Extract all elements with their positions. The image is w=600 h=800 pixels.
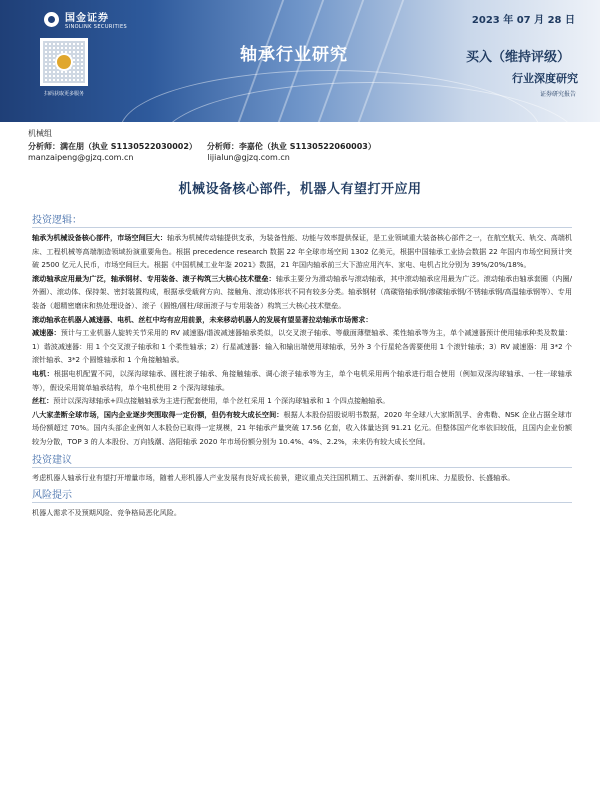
paragraph-screw (32, 394, 572, 408)
header-banner (0, 0, 600, 122)
paragraph-reducer (32, 326, 572, 367)
report-subtype: 证券研究报告 (539, 91, 576, 98)
report-headline: 机械设备核心部件，机器人有望打开应用 (178, 182, 422, 197)
section-title-logic: 投资逻辑： (32, 211, 572, 228)
logo-mark-icon (44, 12, 59, 27)
paragraph-lead: 减速器： (32, 328, 61, 338)
qr-caption: 扫码获取更多服务 (43, 91, 84, 97)
paragraph-advice: 考虑机器人轴承行业有望打开增量市场，随着人形机器人产业发展有良好成长前景，建议重点关注国机精工、五洲新春、秦川机床、力星股份、长盛轴承。 (32, 472, 515, 482)
paragraph-technology (32, 272, 572, 313)
paragraph-lead: 八大家垄断全球市场，国内企业逐步突围取得一定份额，但仍有较大成长空间： (32, 409, 284, 419)
email-list (28, 152, 578, 163)
section-title-advice: 投资建议 (32, 451, 572, 468)
paragraph-lead: 丝杠： (32, 396, 54, 406)
paragraph-lead: 电机： (32, 368, 54, 378)
paragraph-robot-applications (32, 313, 572, 327)
paragraph-text: 轴承为机械传动轴提供支承，为装备性能、功能与效率提供保证，是工业领域重大装备核心部件之一，在航空航天、轨交、高端机床、工程机械等高端制造领域扮演重要角色。根据 precedence research 数据 22 年全球市场空间 1302 亿美元，根据中国轴承工业协会数据 22 年国内市场空间预计突破 2500 亿元人民币，市场空间巨大。根据《中国机械工业年鉴 2021》数据，21 年国内轴承前三大下游应用汽车、家电、电机占比分别为 39%/20%/18%。 (32, 233, 573, 270)
paragraph-risk: 机器人需求不及预期风险、竞争格局恶化风险。 (32, 508, 181, 518)
section-title-risk: 风险提示 (32, 486, 572, 503)
report-title: 轴承行业研究 (240, 45, 348, 65)
paragraph-lead: 轴承为机械设备核心部件，市场空间巨大： (32, 233, 168, 242)
paragraph-competition (32, 408, 572, 449)
rating-badge: 买入（维持评级） (465, 50, 570, 65)
paragraph-lead: 滚动轴承应用最为广泛，轴承钢材、专用装备、滚子构筑三大核心技术壁垒： (32, 273, 276, 283)
report-date: 2023 年 07 月 28 日 (471, 15, 575, 26)
paragraph-lead: 滚动轴承在机器人减速器、电机、丝杠中均有应用前景，未来移动机器人的发展有望显著拉动轴承市场需求： (32, 314, 373, 324)
paragraph-text: 根据人本股份招股说明书数据，2020 年全球八大家斯凯孚、舍弗勒、NSK 企业占据全球市场份额超过 70%。国内头部企业例如人本股份已取得一定规模，21 年轴承产量突破 17.56 亿套，收入体量达到 91.21 亿元。但整体国产化率依旧较低，且国内企业份额较为分散，TOP 3 的人本股份、万向钱潮、洛阳轴承 2020 年市场份额分别为 10.4%、4%、2.2%，未来仍有较大成长空间。 (32, 409, 572, 446)
paragraph-text: 预计与工业机器人旋转关节采用的 RV 减速器/谐波减速器轴承类似，以交叉滚子轴承、等截面薄壁轴承、柔性轴承等为主，单个减速器预计使用轴承种类及数量：1）谐波减速器：用 1 个交叉滚子轴承和 1 个柔性轴承；2）行星减速器：输入和输出端使用球轴承，另外 3 个行星轮各需要使用 1 个滚针轴承；3）RV 减速器：用 3*2 个滚针轴承、3*2 个圆锥轴承和 1 个角接触轴承。 (32, 328, 572, 365)
report-body (32, 211, 572, 520)
paragraph-text: 预计以深沟球轴承+四点接触轴承为主进行配套使用，单个丝杠采用 1 个深沟球轴承和 1 个四点接触轴承。 (53, 396, 390, 406)
analyst-1: 分析师：满在朋（执业 S1130522030002） (28, 142, 197, 151)
analyst-list (28, 141, 578, 152)
company-logo (44, 9, 127, 30)
logo-name-en: SINOLINK SECURITIES (65, 24, 128, 30)
sector-label: 机械组 (28, 129, 52, 138)
analyst-1-email[interactable]: manzaipeng@gjzq.com.cn (28, 153, 134, 162)
paragraph-text: 轴承主要分为滑动轴承与滚动轴承，其中滚动轴承应用最为广泛。滚动轴承由轴承套圈（内圈/外圈）、滚动体、保持架、密封装置构成，根据承受载荷方向、接触角、滚动体形状不同有较多分类。轴承钢材（高碳铬轴承钢/渗碳轴承钢/不锈轴承钢/高温轴承钢等）、专用装备（超精密磨床和热处理设备）、滚子（圆锥/圆柱/球面滚子与专用装备）构筑三大核心技术壁垒。 (32, 273, 572, 310)
analyst-info (28, 128, 578, 163)
logo-name-cn: 国金证券 (65, 13, 109, 24)
paragraph-market (32, 231, 572, 272)
qr-pattern (43, 41, 85, 83)
qr-code (40, 38, 88, 86)
analyst-2-email[interactable]: lijialun@gjzq.com.cn (207, 153, 290, 162)
analyst-2: 分析师：李嘉伦（执业 S1130522060003） (206, 142, 376, 151)
report-type: 行业深度研究 (512, 72, 578, 85)
paragraph-text: 根据电机配置不同，以深沟球轴承、圆柱滚子轴承、角接触轴承、调心滚子轴承等为主，单个电机采用两个轴承进行组合使用（例如双深沟球轴承、一柱一球轴承等），假设采用简单轴承结构，单个电机使用 2 个深沟球轴承。 (32, 368, 573, 392)
qr-center-icon (55, 53, 73, 71)
paragraph-motor (32, 367, 572, 394)
